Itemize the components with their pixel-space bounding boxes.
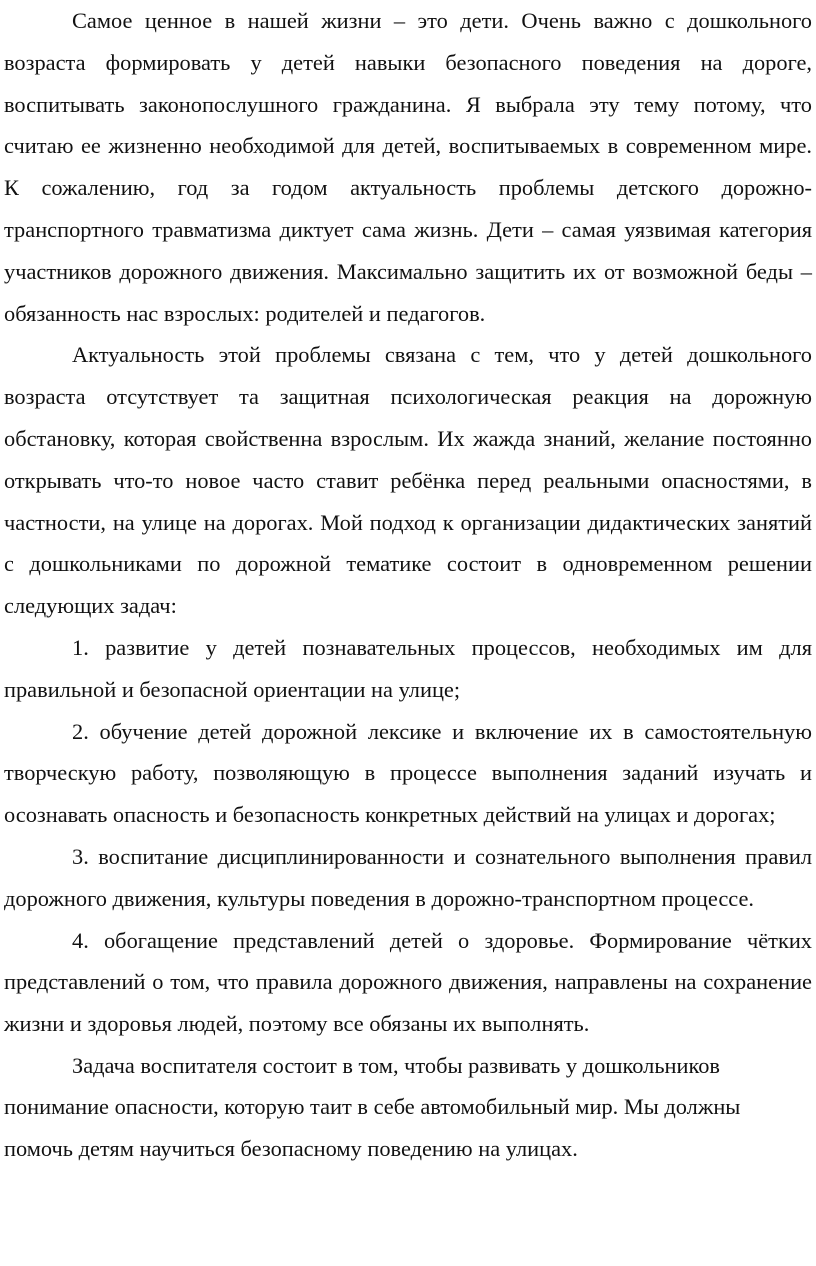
list-item-task-2: 2. обучение детей дорожной лексике и включение их в самостоятельную творческую работу, позволяющую в процессе выполнения заданий изучать и осознавать опасность и безопасность конкретных действий на улицах и дорогах; <box>4 718 812 828</box>
document-page <box>4 0 812 1169</box>
list-item-task-1: 1. развитие у детей познавательных процессов, необходимых им для правильной и безопасной ориентации на улице; <box>4 634 812 702</box>
list-item-task-4: 4. обогащение представлений детей о здоровье. Формирование чётких представлений о том, что правила дорожного движения, направлены на сохранение жизни и здоровья людей, поэтому все обязаны их выполнять. <box>4 927 812 1037</box>
paragraph-educator-task: Задача воспитателя состоит в том, чтобы развивать у дошкольников понимание опасности, которую таит в себе автомобильный мир. Мы должны помочь детям научиться безопасному поведению на улицах. <box>4 1052 741 1161</box>
paragraph-intro: Самое ценное в нашей жизни – это дети. Очень важно с дошкольного возраста формировать у детей навыки безопасного поведения на дороге, воспитывать законопослушного гражданина. Я выбрала эту тему потому, что считаю ее жизненно необходимой для детей, воспитываемых в современном мире. К сожалению, год за годом актуальность проблемы детского дорожно-транспортного травматизма диктует сама жизнь. Дети – самая уязвимая категория участников дорожного движения. Максимально защитить их от возможной беды – обязанность нас взрослых: родителей и педагогов. <box>4 8 812 326</box>
list-item-task-3: 3. воспитание дисциплинированности и сознательного выполнения правил дорожного движения, культуры поведения в дорожно-транспортном процессе. <box>4 843 812 911</box>
paragraph-relevance: Актуальность этой проблемы связана с тем, что у детей дошкольного возраста отсутствует та защитная психологическая реакция на дорожную обстановку, которая свойственна взрослым. Их жажда знаний, желание постоянно открывать что-то новое часто ставит ребёнка перед реальными опасностями, в частности, на улице на дорогах. Мой подход к организации дидактических занятий с дошкольниками по дорожной тематике состоит в одновременном решении следующих задач: <box>4 342 812 619</box>
